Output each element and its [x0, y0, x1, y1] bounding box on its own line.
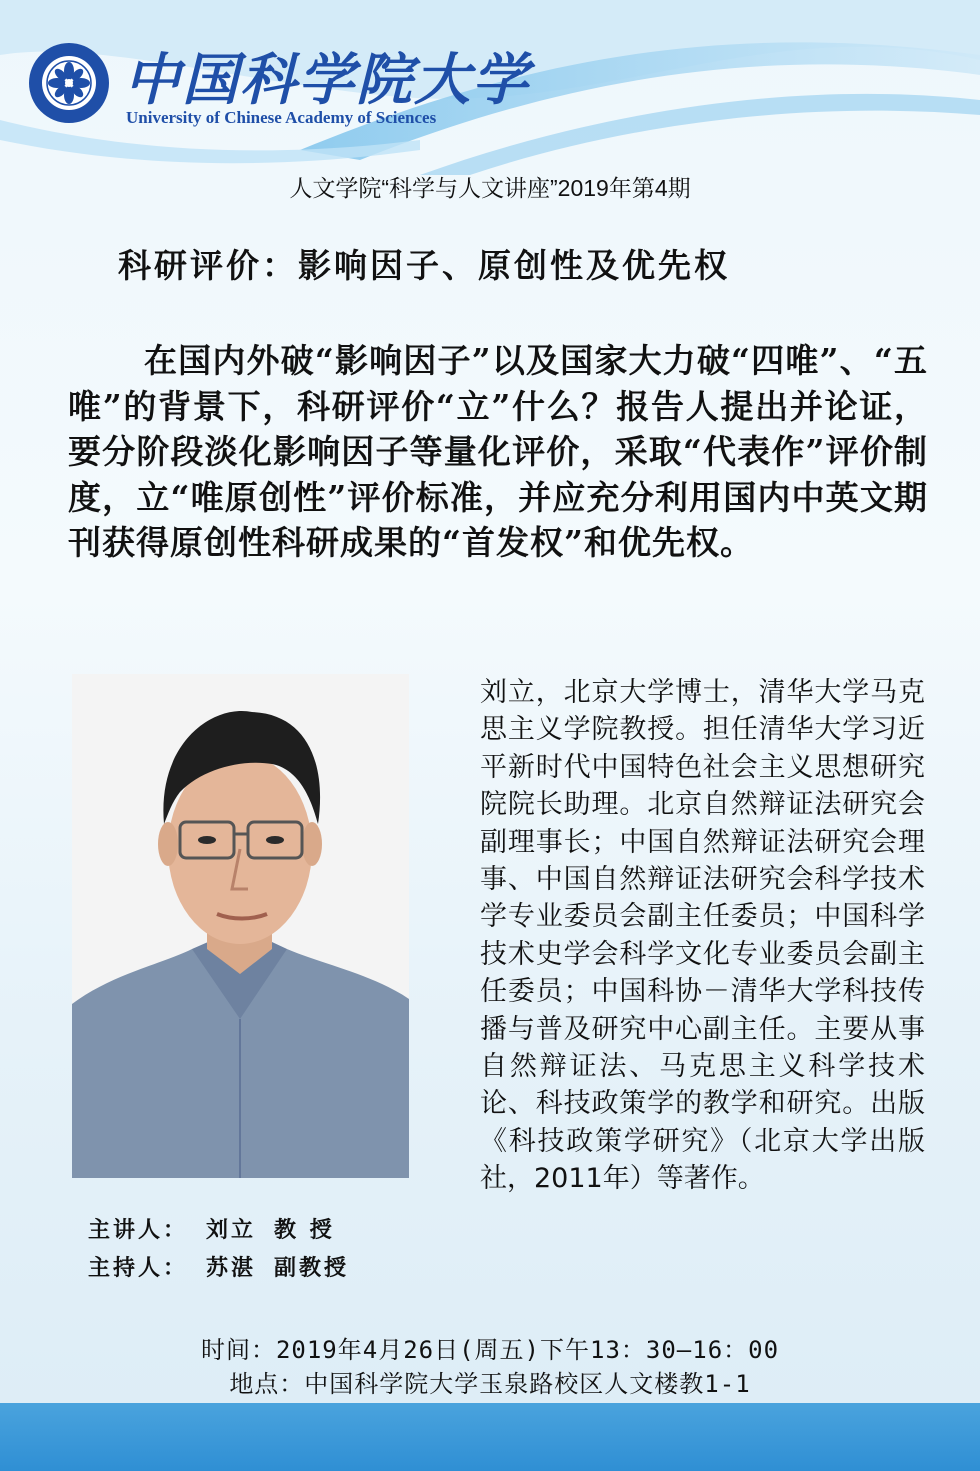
host-line: [88, 1251, 349, 1282]
lecture-abstract: 在国内外破“影响因子”以及国家大力破“四唯”、“五唯”的背景下，科研评价“立”什么？报告人提出并论证，要分阶段淡化影响因子等量化评价，采取“代表作”评价制度，立“唯原创性”评价标准，并应充分利用国内中英文期刊获得原创性科研成果的“首发权”和优先权。: [68, 341, 928, 562]
host-name: 苏湛: [206, 1255, 257, 1281]
university-name-en: University of Chinese Academy of Sciences: [126, 108, 437, 127]
speaker-name: 刘立: [206, 1217, 257, 1243]
lecture-title: 科研评价：影响因子、原创性及优先权: [118, 246, 730, 285]
ucas-logo: [28, 42, 110, 124]
speaker-rank: 教 授: [274, 1217, 335, 1243]
bottom-color-band: [0, 1403, 980, 1471]
host-rank: 副教授: [274, 1255, 350, 1281]
event-time: 时间：2019年4月26日(周五)下午13：30—16：00: [200, 1336, 780, 1364]
university-name-cn: 中国科学院大学: [124, 47, 530, 113]
ucas-seal-icon: [28, 42, 110, 124]
host-label: 主持人：: [88, 1255, 189, 1281]
speaker-line: [88, 1213, 335, 1244]
speaker-label: 主讲人：: [88, 1217, 189, 1243]
lecture-series: 人文学院“科学与人文讲座”2019年第4期: [289, 175, 691, 201]
event-location: 地点：中国科学院大学玉泉路校区人文楼教1-1: [229, 1370, 751, 1398]
speaker-bio: 刘立，北京大学博士，清华大学马克思主义学院教授。担任清华大学习近平新时代中国特色社会主义思想研究院院长助理。北京自然辩证法研究会副理事长；中国自然辩证法研究会理事、中国自然辩证法研究会科学技术学专业委员会副主任委员；中国科学技术史学会科学文化专业委员会副主任委员；中国科协－清华大学科技传播与普及研究中心副主任。主要从事自然辩证法、马克思主义科学技术论、科技政策学的教学和研究。出版《科技政策学研究》（北京大学出版社，2011年）等著作。: [480, 677, 925, 1195]
speaker-photo: [72, 674, 409, 1178]
